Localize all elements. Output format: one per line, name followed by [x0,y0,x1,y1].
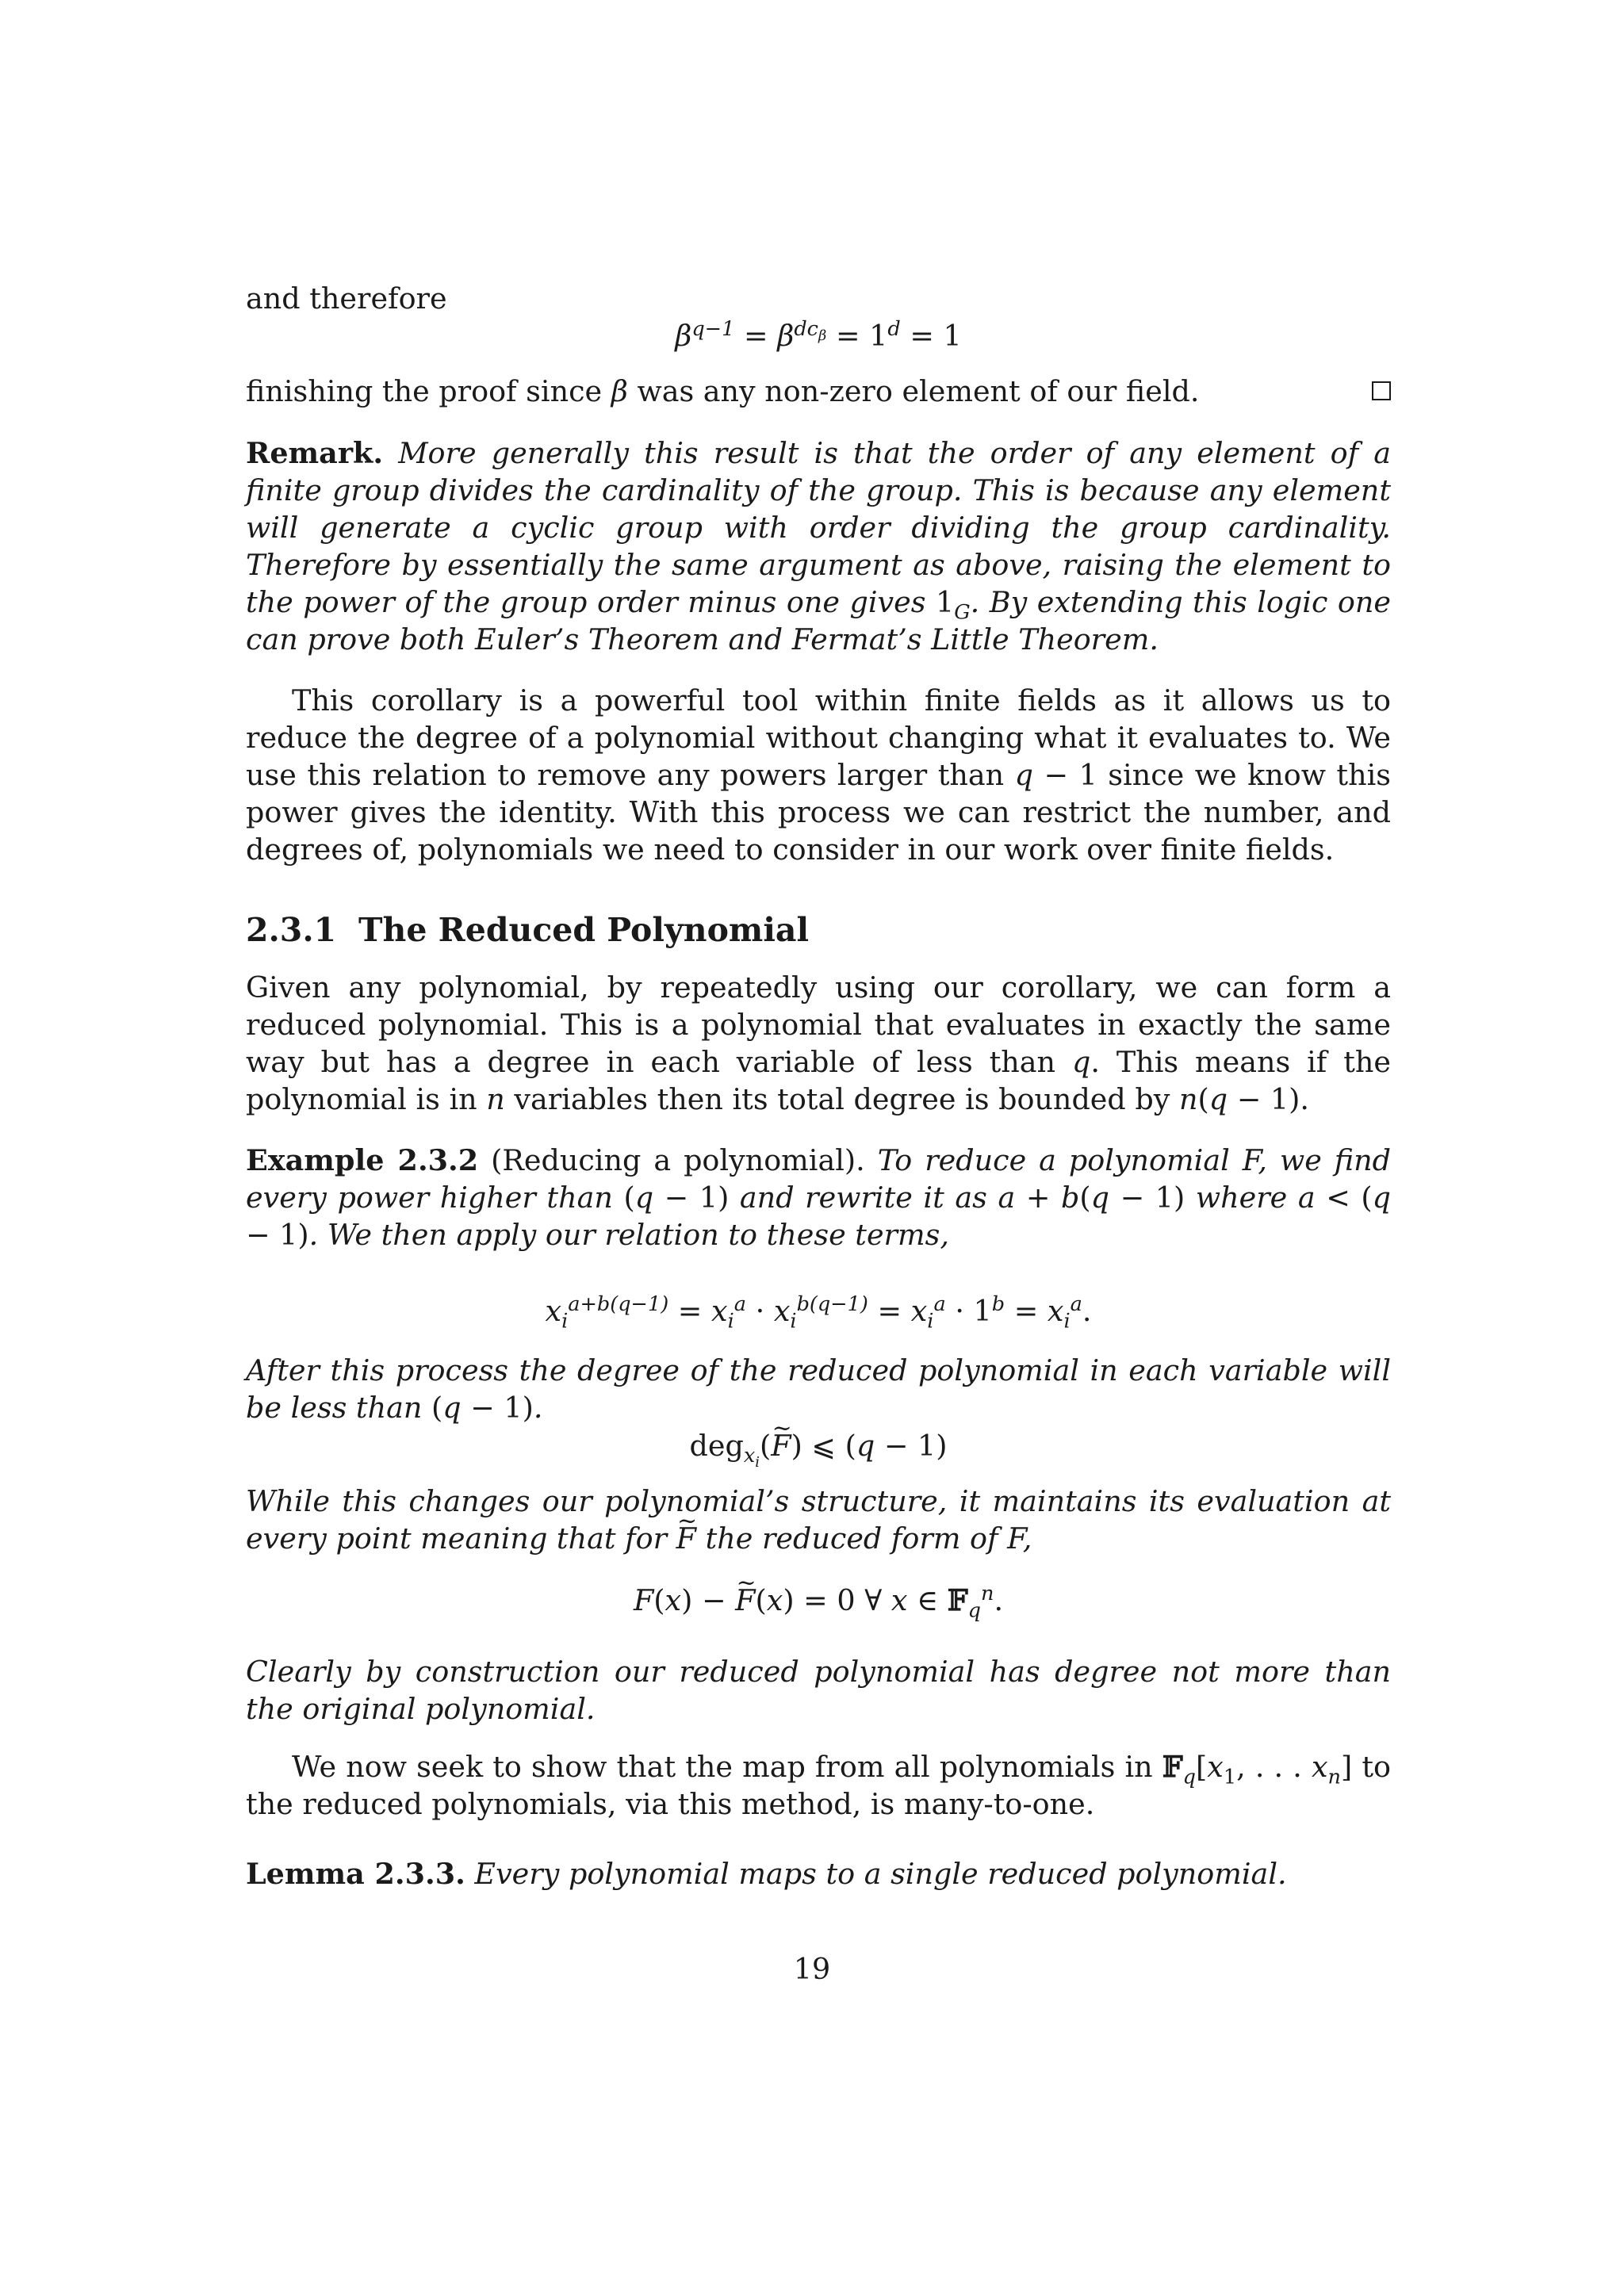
example-paragraph: Example 2.3.2 (Reducing a polynomial). To reduce a polynomial F, we find every power higher than (q − 1) and rewrite it as a + b(q − 1) where a < (q − 1). We then apply our relation to these terms, [246,1143,1392,1252]
remark-label: Remark. [246,436,384,470]
example-label: Example 2.3.2 [246,1143,479,1177]
section-heading [246,910,1391,950]
remark-paragraph: Remark. More generally this result is that the order of any element of a finite group divides the cardinality of the group. This is because any element will generate a cyclic group with order dividing the group cardinality. Therefore by essentially the same argument as above, raising the element to the power of the group order minus one gives $1_G$. By extending this logic one can prove both Euler’s Theorem and Fermat’s Little Theorem. [246,436,1391,656]
lemma-label: Lemma 2.3.3. [246,1857,465,1891]
reduced-polynomial-paragraph: Given any polynomial, by repeatedly using our corollary, we can form a reduced polynomial. This is a polynomial that evaluates in exactly the same way but has a degree in each variable of less than q. This means if the polynomial is in n variables then its total degree is bounded by n(q − 1). [246,970,1391,1116]
lemma-text: Every polynomial maps to a single reduced polynomial. [474,1857,1287,1891]
section-title: The Reduced Polynomial [358,911,810,949]
equation-reduction: $x_i^{a+b(q-1)} = x_i^a \cdot x_i^{b(q-1)} = x_i^a \cdot 1^b = x_i^a$. [545,1292,1092,1334]
while-paragraph: While this changes our polynomial’s structure, it maintains its evaluation at every point meaning that for F ~ the reduced form of F, [246,1483,1391,1557]
page-number: 19 [793,1952,831,1986]
lemma-paragraph [246,1855,1391,1892]
seek-paragraph: We now seek to show that the map from all polynomials in $𝔽_q[x_1$, . . . $x_n$] to the reduced polynomials, via this method, is many-to-one. [246,1750,1391,1821]
corollary-paragraph: This corollary is a powerful tool within finite fields as it allows us to reduce the degree of a polynomial without changing what it evaluates to. We use this relation to remove any powers larger than q − 1 since we know this power gives the identity. With this process we can restrict the number, and degrees of, polynomials we need to consider in our work over finite fields. [246,683,1392,867]
qed-square-icon [1372,381,1391,400]
after-process-paragraph: After this process the degree of the reduced polynomial in each variable will be less than (q − 1). [246,1353,1391,1425]
proof-end-line: finishing the proof since β was any non-zero element of our field. [246,373,1391,410]
equation-evaluation: F(x) − F ~(x) = 0 ∀ x ∈ 𝔽$_q^n$. [246,1582,1391,1619]
example-name: (Reducing a polynomial). [491,1143,865,1177]
section-number: 2.3.1 [246,911,337,949]
equation-degree-bound: deg$_{x_i}$(F ~) ⩽ (q − 1) [246,1427,1391,1464]
text-and-therefore: and therefore [246,281,447,316]
clearly-paragraph: Clearly by construction our reduced polynomial has degree not more than the original polynomial. [246,1655,1391,1726]
equation-beta-power: $\beta^{q-1} = \beta^{dc_\beta} = 1^d = 1$ [675,316,962,353]
